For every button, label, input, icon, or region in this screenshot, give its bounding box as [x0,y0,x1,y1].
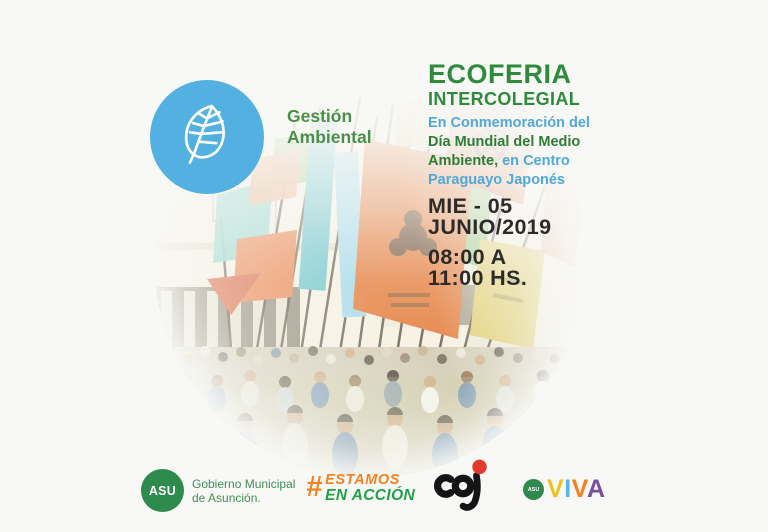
schedule-time-line1: 08:00 A [428,245,507,269]
viva-wordmark [547,475,606,504]
program-name [287,106,372,148]
footer-logos [0,452,768,532]
asu-caption-line1: Gobierno Municipal [192,476,296,491]
subtitle-line4: Paraguayo Japonés [428,172,565,188]
cpj-brush-logo [429,454,495,520]
gestion-ambiental-badge [150,80,264,194]
viva-letter-1: V [547,475,565,503]
subtitle-line2: Día Mundial del Medio [428,134,581,150]
viva-circle-icon [523,479,544,500]
viva-letter-4: A [586,475,606,503]
event-subtitle [428,114,590,190]
viva-letter-2: I [564,475,572,503]
subtitle-line3-green: Ambiente, [428,153,499,169]
program-name-line2: Ambiental [287,127,372,147]
estamos-line1: ESTAMOS [325,472,400,488]
asu-caption [192,477,295,505]
hash-icon: # [306,471,323,503]
estamos-text [325,473,415,504]
asu-municipal-logo [141,469,295,512]
subtitle-line3-blue: en Centro [498,153,570,169]
asu-circle-icon [141,469,184,512]
cpj-red-sun [472,460,486,474]
schedule-date-line2: JUNIO/2019 [428,215,552,239]
schedule-date-line1: MIE - 05 [428,194,513,218]
viva-circle-label: ASU [527,486,540,493]
event-title [428,60,580,109]
program-name-line1: Gestión [287,106,353,126]
event-title-line1: ECOFERIA [428,59,572,89]
subtitle-line3 [428,152,590,171]
asu-caption-line2: de Asunción. [192,490,261,505]
subtitle-line1: En Conmemoración del [428,115,590,131]
event-title-line2: INTERCOLEGIAL [428,89,581,109]
estamos-line2: EN ACCIÓN [325,487,416,504]
leaf-icon [176,101,238,173]
estamos-en-accion-logo [306,473,415,504]
event-schedule [428,196,552,289]
schedule-time-line2: 11:00 HS. [428,266,528,290]
asu-viva-logo [523,475,606,504]
viva-letter-3: V [571,475,587,503]
asu-circle-label: ASU [148,483,177,498]
